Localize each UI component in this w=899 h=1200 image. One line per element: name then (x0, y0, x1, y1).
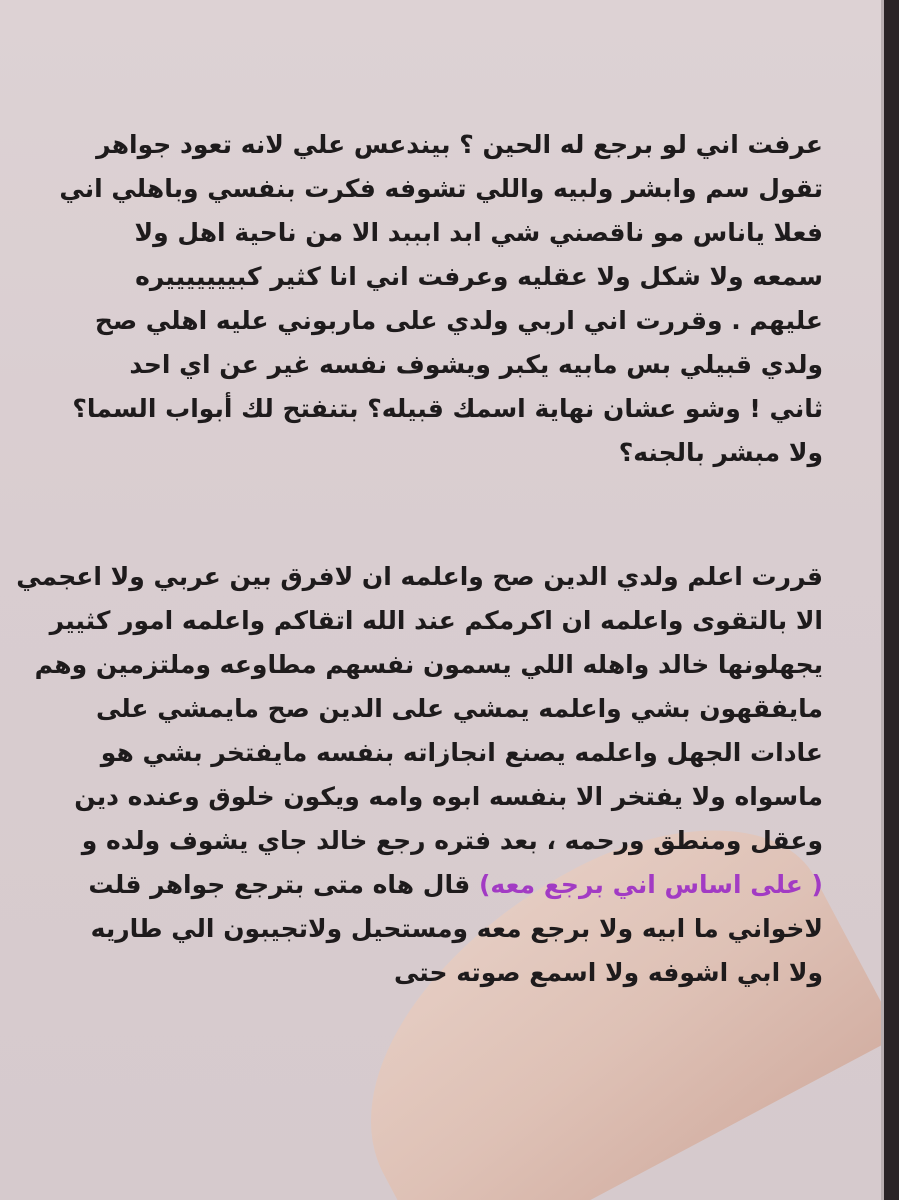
highlighted-phrase: ( على اساس اني برجع معه) (478, 870, 823, 899)
text-line: مايفقهون بشي واعلمه يمشي على الدين صح مايمشي على (95, 694, 823, 723)
right-dark-edge (884, 0, 899, 1200)
text-line: ولا مبشر بالجنه؟ (618, 438, 823, 467)
text-line: قررت اعلم ولدي الدين صح واعلمه ان لافرق بين عربي ولا اعجمي (16, 562, 823, 591)
text-line: تقول سم وابشر ولبيه واللي تشوفه فكرت بنفسي وباهلي اني (59, 174, 823, 203)
paragraph-2 (16, 555, 823, 995)
text-line: عليهم . وقررت اني اربي ولدي على ماربوني عليه اهلي صح (94, 306, 823, 335)
text-line: عادات الجهل واعلمه يصنع انجازاته بنفسه مايفتخر بشي هو (100, 738, 823, 767)
paragraph-1 (43, 123, 823, 475)
text-line: سمعه ولا شكل ولا عقليه وعرفت اني انا كثير كبيييييييره (135, 262, 823, 291)
text-line: ماسواه ولا يفتخر الا بنفسه ابوه وامه ويكون خلوق وعنده دين (74, 782, 823, 811)
text-line: فعلا ياناس مو ناقصني شي ابد ابببد الا من ناحية اهل ولا (134, 218, 823, 247)
text-line: لاخواني ما ابيه ولا برجع معه ومستحيل ولاتجيبون الي طاريه (90, 914, 823, 943)
text-line: وعقل ومنطق ورحمه ، بعد فتره رجع خالد جاي يشوف ولده و (81, 826, 823, 855)
text-line: عرفت اني لو برجع له الحين ؟ بيندعس علي لانه تعود جواهر (96, 130, 823, 159)
text-line: يجهلونها خالد واهله اللي يسمون نفسهم مطاوعه وملتزمين وهم (34, 650, 823, 679)
text-line: الا بالتقوى واعلمه ان اكرمكم عند الله اتقاكم واعلمه امور كثيير (49, 606, 823, 635)
text-line: ولدي قبيلي بس مابيه يكبر ويشوف نفسه غير عن اي احد (129, 350, 823, 379)
text-line-rest: قال هاه متى بترجع جواهر قلت (88, 870, 479, 899)
text-line: ثاني ! وشو عشان نهاية اسمك قبيله؟ بتنفتح لك أبواب السما؟ (72, 394, 823, 423)
text-line: ولا ابي اشوفه ولا اسمع صوته حتى (393, 958, 823, 987)
highlighted-text-line (43, 863, 823, 907)
